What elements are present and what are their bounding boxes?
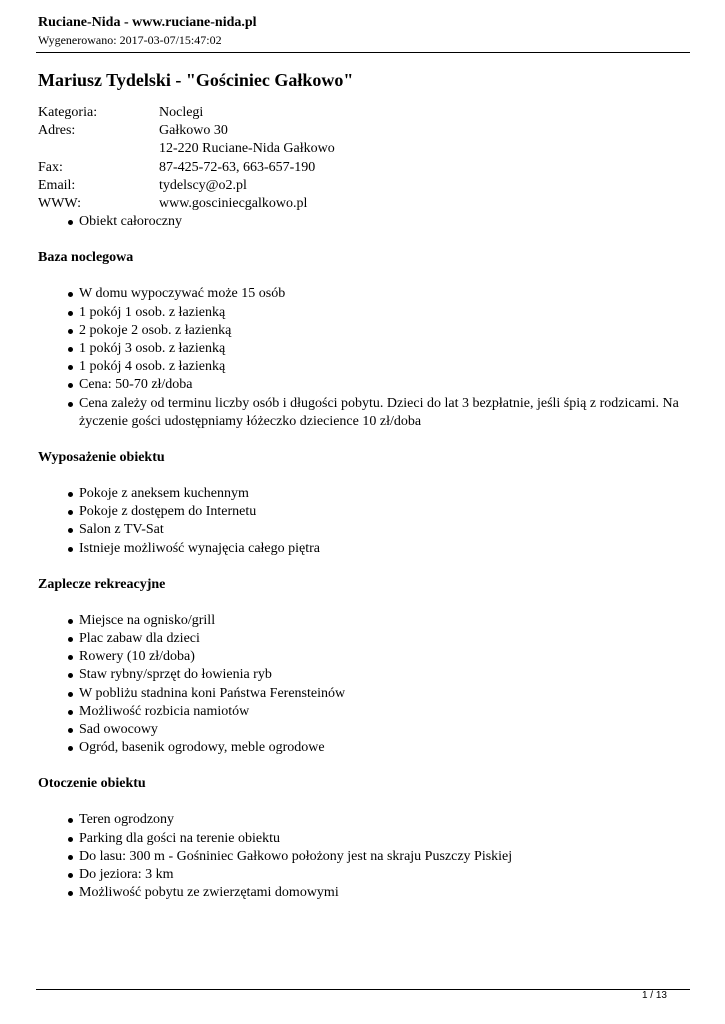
bullet-icon <box>68 692 73 697</box>
list-item-text: Miejsce na ognisko/grill <box>79 612 216 628</box>
bullet-icon <box>68 292 73 297</box>
bullet-icon <box>68 547 73 552</box>
list-item <box>68 340 690 358</box>
list-item-text: Sad owocowy <box>79 722 158 738</box>
info-value: 12-220 Ruciane-Nida Gałkowo <box>159 141 335 157</box>
list-item-text: W domu wypoczywać może 15 osób <box>79 286 286 302</box>
bullet-icon <box>68 837 73 842</box>
page-number: 1 / 13 <box>641 990 667 1001</box>
list-item-text: Pokoje z aneksem kuchennym <box>79 486 249 502</box>
footer-divider <box>36 989 690 990</box>
bullet-icon <box>68 655 73 660</box>
info-row <box>38 122 690 140</box>
info-value: www.gosciniecgalkowo.pl <box>159 196 308 212</box>
document-content <box>38 68 690 903</box>
section-title: Wyposażenie obiektu <box>38 450 165 466</box>
info-label: Email: <box>38 177 76 193</box>
list-item <box>68 213 690 231</box>
list-item-text: Do lasu: 300 m - Gośniniec Gałkowo położony jest na skraju Puszczy Piskiej <box>79 848 513 864</box>
list-item-text: Teren ogrodzony <box>79 812 175 828</box>
info-value: Gałkowo 30 <box>159 123 228 139</box>
info-label: WWW: <box>38 196 82 212</box>
list-item-text: 1 pokój 4 osob. z łazienką <box>79 359 226 375</box>
section-title: Baza noclegowa <box>38 250 134 266</box>
list-item-text: Staw rybny/sprzęt do łowienia ryb <box>79 667 272 683</box>
generated-timestamp: Wygenerowano: 2017-03-07/15:47:02 <box>38 33 222 47</box>
bullet-icon <box>68 673 73 678</box>
list-item-text: Obiekt całoroczny <box>79 214 183 230</box>
list-item-text: 2 pokoje 2 osob. z łazienką <box>79 322 232 338</box>
list-item <box>68 612 690 630</box>
list-item-text: W pobliżu stadnina koni Państwa Ferensteinów <box>79 685 346 701</box>
list-item <box>68 739 690 757</box>
info-value: tydelscy@o2.pl <box>159 177 247 193</box>
bullet-icon <box>68 728 73 733</box>
section-list <box>38 612 690 758</box>
list-item <box>68 666 690 684</box>
info-row <box>38 177 690 195</box>
info-row <box>38 159 690 177</box>
list-item <box>68 358 690 376</box>
list-item-text: Możliwość rozbicia namiotów <box>79 703 250 719</box>
list-item-text: Parking dla gości na terenie obiektu <box>79 830 280 846</box>
list-item <box>68 630 690 648</box>
list-item-text: Ogród, basenik ogrodowy, meble ogrodowe <box>79 740 325 756</box>
info-label <box>38 140 159 158</box>
list-item-text: Plac zabaw dla dzieci <box>79 631 200 647</box>
list-item <box>68 540 690 558</box>
bullet-icon <box>68 329 73 334</box>
info-value: Noclegi <box>159 105 204 120</box>
header-divider <box>36 52 690 53</box>
list-item <box>68 322 690 340</box>
bullet-icon <box>68 710 73 715</box>
list-item <box>68 521 690 539</box>
list-item <box>68 685 690 703</box>
section-title: Otoczenie obiektu <box>38 776 146 792</box>
bullet-icon <box>68 873 73 878</box>
page-header <box>38 14 257 48</box>
sections-container <box>38 231 690 902</box>
list-item <box>68 721 690 739</box>
bullet-icon <box>68 383 73 388</box>
bullet-icon <box>68 891 73 896</box>
list-item <box>68 703 690 721</box>
info-label: Fax: <box>38 159 63 175</box>
list-item <box>68 285 690 303</box>
list-item-text: Cena: 50-70 zł/doba <box>79 377 193 393</box>
bullet-icon <box>68 365 73 370</box>
info-row <box>38 140 690 158</box>
list-item-text: 1 pokój 3 osob. z łazienką <box>79 341 226 357</box>
list-item <box>68 884 690 902</box>
bullet-icon <box>68 347 73 352</box>
bullet-icon <box>68 818 73 823</box>
info-table <box>38 104 690 213</box>
list-item-text: 1 pokój 1 osob. z łazienką <box>79 304 226 320</box>
info-label: Kategoria: <box>38 105 98 120</box>
list-item <box>68 866 690 884</box>
list-item <box>68 395 690 431</box>
list-item-text: Możliwość pobytu ze zwierzętami domowymi <box>79 885 339 901</box>
list-item-text: Rowery (10 zł/doba) <box>79 649 195 665</box>
features-list <box>38 213 690 231</box>
list-item-text: Do jeziora: 3 km <box>79 867 174 883</box>
section-title: Zaplecze rekreacyjne <box>38 576 166 592</box>
entry-title: Mariusz Tydelski - "Gościniec Gałkowo" <box>38 70 354 90</box>
section-list <box>38 485 690 558</box>
bullet-icon <box>68 492 73 497</box>
info-value: 87-425-72-63, 663-657-190 <box>159 159 316 175</box>
list-item <box>68 648 690 666</box>
site-title: Ruciane-Nida - www.ruciane-nida.pl <box>38 15 257 30</box>
list-item <box>68 376 690 394</box>
bullet-icon <box>68 510 73 515</box>
bullet-icon <box>68 220 73 225</box>
bullet-icon <box>68 855 73 860</box>
bullet-icon <box>68 746 73 751</box>
bullet-icon <box>68 637 73 642</box>
list-item <box>68 304 690 322</box>
bullet-icon <box>68 528 73 533</box>
info-row <box>38 195 690 213</box>
list-item-text: Pokoje z dostępem do Internetu <box>79 504 257 520</box>
section-list <box>38 285 690 431</box>
section-list <box>38 811 690 902</box>
info-row <box>38 104 690 122</box>
list-item <box>68 811 690 829</box>
list-item <box>68 830 690 848</box>
bullet-icon <box>68 311 73 316</box>
list-item <box>68 503 690 521</box>
list-item <box>68 485 690 503</box>
bullet-icon <box>68 619 73 624</box>
list-item-text: Istnieje możliwość wynajęcia całego piętra <box>79 540 321 556</box>
bullet-icon <box>68 402 73 407</box>
list-item-text: Salon z TV-Sat <box>79 522 164 538</box>
list-item-text: Cena zależy od terminu liczby osób i długości pobytu. Dzieci do lat 3 bezpłatnie, jeśli śpią z rodzicami. Na życzenie gości udostępniamy łóżeczko dziecience 10 zł/doba <box>79 395 679 429</box>
list-item <box>68 848 690 866</box>
info-label: Adres: <box>38 123 76 139</box>
